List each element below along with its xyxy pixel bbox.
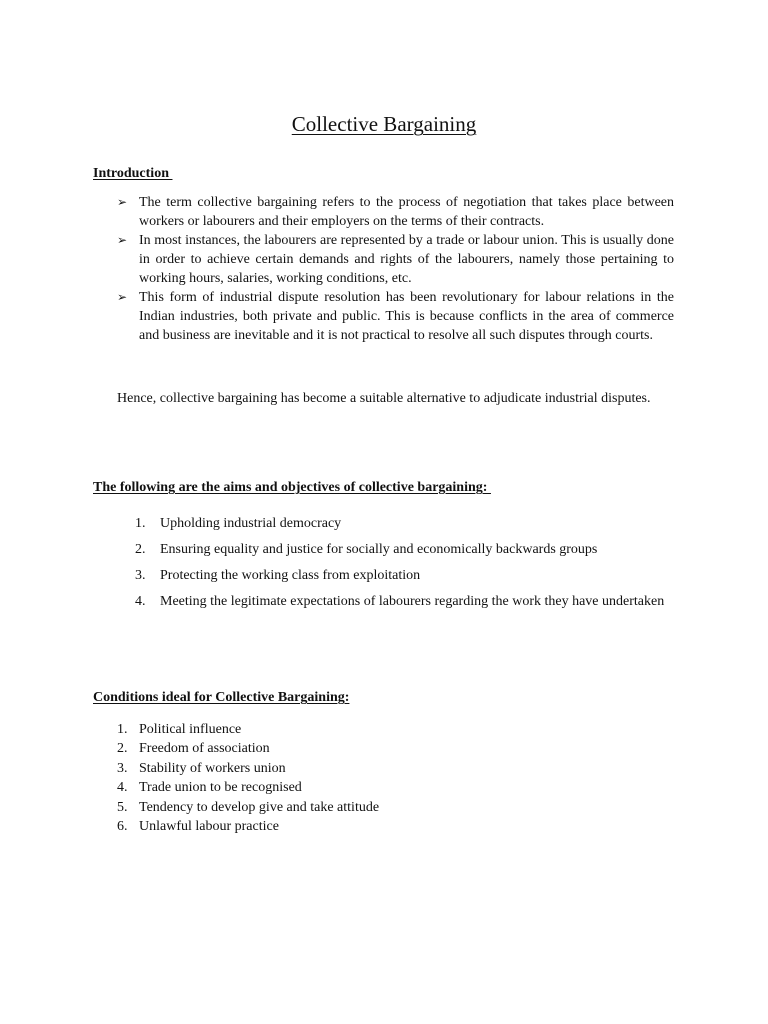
list-number: 4. <box>117 780 128 796</box>
aims-heading: The following are the aims and objectives of collective bargaining: <box>93 480 491 495</box>
conditions-list-item <box>117 720 674 739</box>
list-item-text: Meeting the legitimate expectations of labourers regarding the work they have undertaken <box>160 594 665 609</box>
list-item-text: Protecting the working class from exploitation <box>160 568 421 583</box>
list-number: 4. <box>135 594 146 609</box>
bullet-text: The term collective bargaining refers to the process of negotiation that takes place between workers or labourers and their employers on the terms of their contracts. <box>139 195 674 229</box>
conditions-list-item <box>117 759 674 778</box>
bullet-item <box>117 288 674 345</box>
bullet-text: In most instances, the labourers are represented by a trade or labour union. This is usually done in order to achieve certain demands and rights of the labourers, namely those pertaining to working hours, salaries, working conditions, etc. <box>139 233 674 286</box>
conditions-list-item <box>117 739 674 758</box>
list-item-text: Political influence <box>139 722 242 737</box>
arrow-bullet-icon: ➢ <box>117 195 128 209</box>
list-item-text: Upholding industrial democracy <box>160 516 342 531</box>
aims-list-item <box>117 541 674 558</box>
list-item-text: Stability of workers union <box>139 760 286 776</box>
aims-list-item <box>117 515 674 532</box>
list-number: 2. <box>117 741 128 757</box>
bullet-text: This form of industrial dispute resolution has been revolutionary for labour relations in the Indian industries, both private and public. This is because conflicts in the area of commerce and business are inevitable and it is not practical to resolve all such disputes through courts. <box>139 290 674 343</box>
list-item-text: Freedom of association <box>139 741 270 757</box>
aims-list <box>117 515 674 619</box>
bullet-item <box>117 193 674 231</box>
list-item-text: Ensuring equality and justice for socially and economically backwards groups <box>160 542 598 557</box>
arrow-bullet-icon: ➢ <box>117 290 128 304</box>
aims-list-item <box>117 593 674 610</box>
list-number: 3. <box>135 568 146 583</box>
conditions-list-item <box>117 778 674 797</box>
list-number: 5. <box>117 799 128 815</box>
list-item-text: Tendency to develop give and take attitude <box>139 799 380 815</box>
list-number: 3. <box>117 760 128 776</box>
introduction-heading: Introduction <box>93 166 173 181</box>
list-item-text: Unlawful labour practice <box>139 819 279 835</box>
introduction-conclusion: Hence, collective bargaining has become a suitable alternative to adjudicate industrial disputes. <box>117 391 651 406</box>
list-number: 6. <box>117 819 128 835</box>
arrow-bullet-icon: ➢ <box>117 233 128 247</box>
list-number: 1. <box>135 516 146 531</box>
aims-list-item <box>117 567 674 584</box>
conditions-heading: Conditions ideal for Collective Bargaining: <box>93 690 350 705</box>
bullet-item <box>117 231 674 288</box>
introduction-bullet-list <box>117 193 674 345</box>
document-title: Collective Bargaining <box>291 112 477 136</box>
list-item-text: Trade union to be recognised <box>139 780 302 796</box>
conditions-list <box>117 720 674 836</box>
conditions-list-item <box>117 817 674 836</box>
list-number: 2. <box>135 542 146 557</box>
conditions-list-item <box>117 798 674 817</box>
list-number: 1. <box>117 722 128 737</box>
